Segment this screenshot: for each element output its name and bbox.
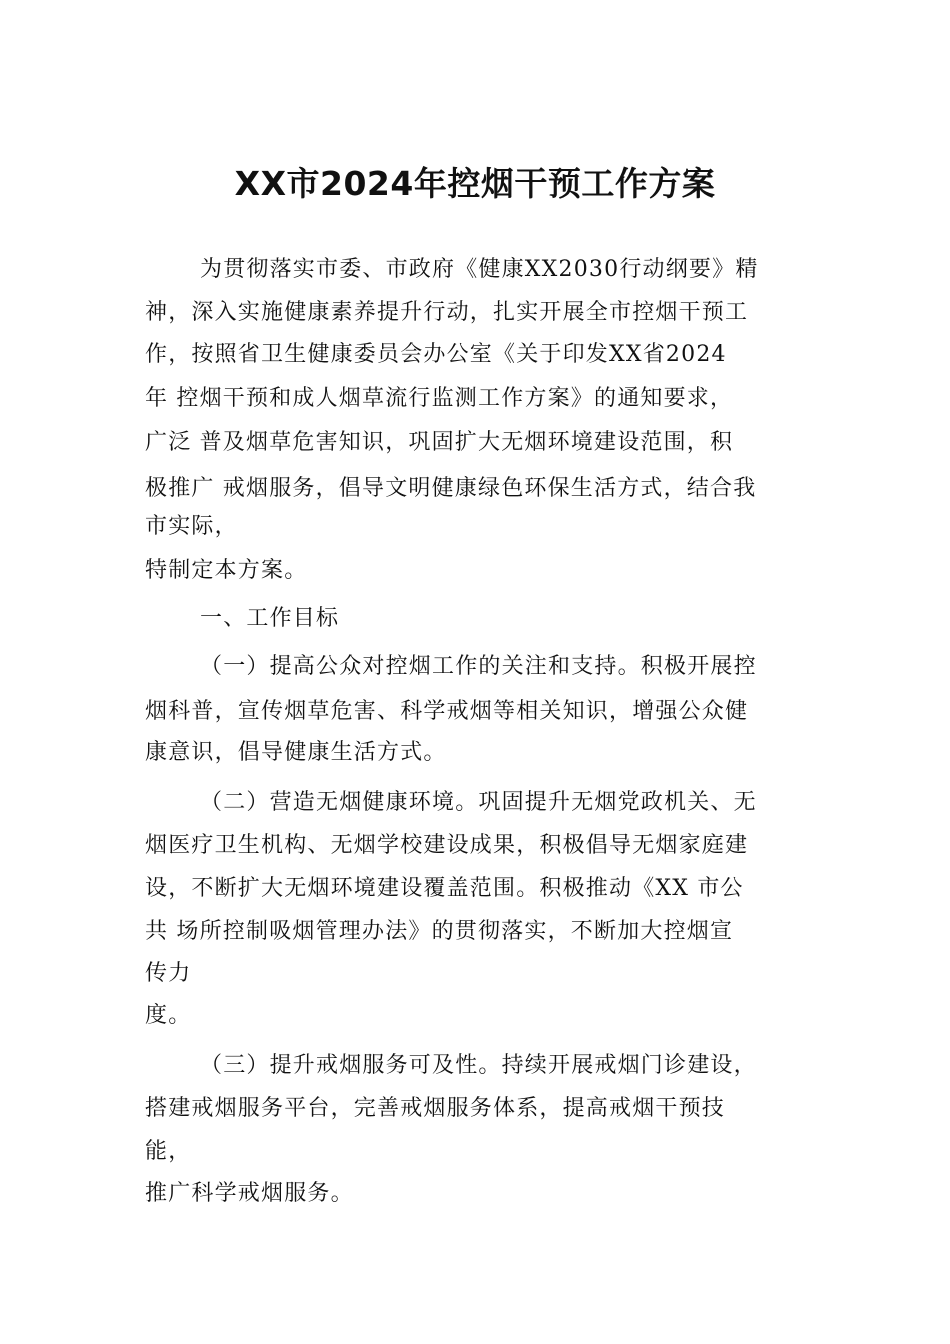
intro-line: 极推广 戒烟服务，倡导文明健康绿色环保生活方式，结合我 (145, 476, 757, 501)
intro-line: 为贯彻落实市委、市政府《健康XX2030行动纲要》精 (200, 257, 759, 282)
item2-line: （二）营造无烟健康环境。巩固提升无烟党政机关、无 (200, 790, 757, 815)
intro-line: 作，按照省卫生健康委员会办公室《关于印发XX省2024 (145, 342, 727, 367)
item3-line: 推广科学戒烟服务。 (145, 1181, 354, 1206)
item2-line: 度。 (145, 1003, 192, 1028)
item3-line: （三）提升戒烟服务可及性。持续开展戒烟门诊建设， (200, 1053, 757, 1078)
item1-line: （一）提高公众对控烟工作的关注和支持。积极开展控 (200, 654, 757, 679)
item2-line: 传力 (145, 961, 192, 986)
item1-line: 烟科普，宣传烟草危害、科学戒烟等相关知识，增强公众健 (145, 699, 749, 724)
item3-line: 能， (145, 1139, 192, 1164)
intro-line: 市实际， (145, 514, 238, 539)
item1-line: 康意识，倡导健康生活方式。 (145, 740, 447, 765)
intro-line: 年 控烟干预和成人烟草流行监测工作方案》的通知要求， (145, 386, 734, 411)
item3-line: 搭建戒烟服务平台，完善戒烟服务体系，提高戒烟干预技 (145, 1096, 726, 1121)
document-title: XX市2024年控烟干预工作方案 (234, 164, 716, 203)
item2-line: 共 场所控制吸烟管理办法》的贯彻落实，不断加大控烟宣 (145, 919, 734, 944)
intro-line: 特制定本方案。 (145, 558, 308, 583)
item2-line: 烟医疗卫生机构、无烟学校建设成果，积极倡导无烟家庭建 (145, 833, 749, 858)
intro-line: 神，深入实施健康素养提升行动，扎实开展全市控烟干预工 (145, 300, 749, 325)
intro-line: 广泛 普及烟草危害知识，巩固扩大无烟环境建设范围，积 (145, 430, 734, 455)
item2-line: 设，不断扩大无烟环境建设覆盖范围。积极推动《XX 市公 (145, 876, 744, 901)
section-heading: 一、工作目标 (200, 606, 340, 631)
